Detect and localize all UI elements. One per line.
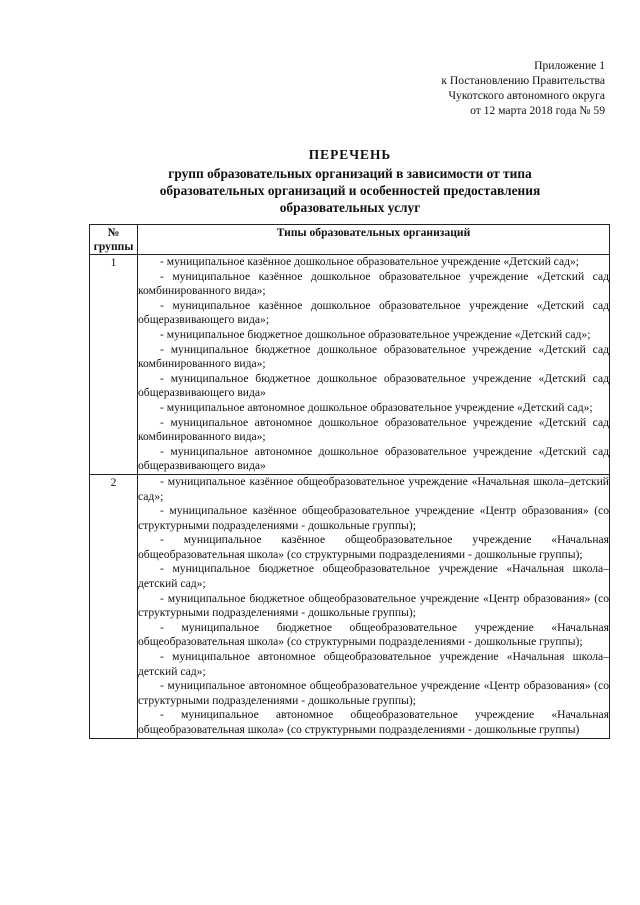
groups-table-body: [90, 255, 610, 739]
appendix-line: Чукотского автономного округа: [448, 89, 605, 102]
document-title: ПЕРЕЧЕНЬ: [308, 147, 392, 162]
appendix-reference: [375, 58, 605, 118]
groups-table: [89, 224, 610, 739]
subtitle-line: групп образовательных организаций в зависимости от типа: [168, 166, 532, 181]
organization-type-item: - муниципальное бюджетное дошкольное образовательное учреждение «Детский сад»;: [160, 327, 591, 341]
organization-type-item: - муниципальное казённое общеобразовательное учреждение «Начальная общеобразовательная школа» (со структурными подразделениями - дошкольные группы);: [138, 533, 609, 561]
organization-type-item: - муниципальное бюджетное общеобразовательное учреждение «Начальная общеобразовательная школа» (со структурными подразделениями - дошкольные группы);: [138, 620, 609, 649]
organization-type-item: - муниципальное бюджетное дошкольное образовательное учреждение «Детский сад комбинированного вида»;: [138, 342, 609, 371]
appendix-line: от 12 марта 2018 года № 59: [470, 104, 605, 117]
title-block: [85, 146, 615, 216]
organization-type-item: - муниципальное казённое общеобразовательное учреждение «Начальная школа–детский сад»;: [138, 474, 609, 503]
appendix-line: Приложение 1: [534, 59, 605, 72]
organization-type-item: - муниципальное казённое дошкольное образовательное учреждение «Детский сад»;: [160, 255, 580, 268]
table-header-row: [90, 225, 610, 255]
document-subtitle: [85, 165, 615, 216]
organization-type-item: - муниципальное автономное общеобразовательное учреждение «Центр образования» (со структурными подразделениями - дошкольные группы);: [138, 679, 609, 707]
organization-type-item: - муниципальное автономное дошкольное образовательное учреждение «Детский сад комбинированного вида»;: [138, 415, 609, 444]
organization-types-cell: [138, 255, 610, 475]
subtitle-line: образовательных организаций и особенностей предоставления: [159, 183, 541, 198]
organization-type-item: - муниципальное автономное дошкольное образовательное учреждение «Детский сад»;: [160, 400, 593, 414]
organization-types-cell: [138, 474, 610, 738]
organization-type-item: - муниципальное автономное общеобразовательное учреждение «Начальная школа–детский сад»;: [138, 650, 609, 678]
organization-type-item: - муниципальное бюджетное общеобразовательное учреждение «Центр образования» (со структурными подразделениями - дошкольные группы);: [138, 591, 609, 620]
organization-type-item: - муниципальное казённое общеобразовательное учреждение «Центр образования» (со структурными подразделениями - дошкольные группы);: [138, 504, 609, 532]
header-group-number: № группы: [90, 225, 138, 255]
table-row: [90, 474, 610, 738]
organization-type-item: - муниципальное автономное общеобразовательное учреждение «Начальная общеобразовательная школа» (со структурными подразделениями - дошкольные группы): [138, 708, 609, 736]
organization-type-item: - муниципальное казённое дошкольное образовательное учреждение «Детский сад общеразвивающего вида»;: [138, 298, 609, 327]
organization-type-item: - муниципальное бюджетное дошкольное образовательное учреждение «Детский сад общеразвивающего вида»: [138, 371, 609, 400]
organization-type-item: - муниципальное казённое дошкольное образовательное учреждение «Детский сад комбинированного вида»;: [138, 269, 609, 298]
organization-type-item: - муниципальное автономное дошкольное образовательное учреждение «Детский сад общеразвивающего вида»: [138, 444, 609, 473]
table-row: [90, 255, 610, 475]
group-number-cell: 2: [90, 474, 138, 738]
header-organization-types: Типы образовательных организаций: [138, 225, 610, 255]
group-number-cell: 1: [90, 255, 138, 475]
subtitle-line: образовательных услуг: [279, 200, 421, 215]
appendix-line: к Постановлению Правительства: [441, 74, 605, 87]
organization-type-item: - муниципальное бюджетное общеобразовательное учреждение «Начальная школа–детский сад»;: [138, 562, 609, 591]
